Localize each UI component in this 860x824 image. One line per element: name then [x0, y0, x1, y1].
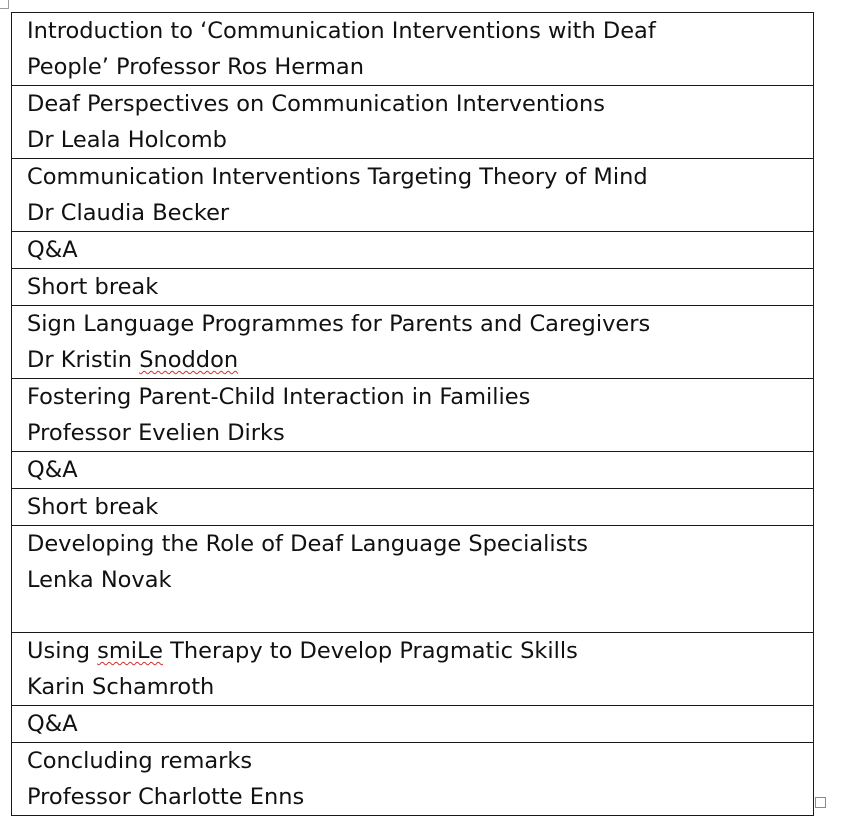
session-title: Fostering Parent-Child Interaction in Families	[27, 384, 531, 410]
session-title: Introduction to ‘Communication Interventions with Deaf	[27, 18, 656, 44]
table-cell[interactable]	[12, 13, 814, 86]
table-cell[interactable]	[12, 232, 814, 269]
session-speaker: People’ Professor Ros Herman	[27, 54, 364, 80]
title-suffix: Therapy to Develop Pragmatic Skills	[163, 638, 578, 664]
table-cell[interactable]	[12, 743, 814, 816]
table-row	[12, 706, 814, 743]
table-row	[12, 13, 814, 86]
table-cell[interactable]	[12, 489, 814, 526]
session-speaker: Lenka Novak	[27, 567, 172, 593]
table-move-handle[interactable]	[0, 0, 9, 9]
table-cell[interactable]	[12, 269, 814, 306]
table-row	[12, 306, 814, 379]
session-title: Developing the Role of Deaf Language Specialists	[27, 531, 588, 557]
session-title: Communication Interventions Targeting Theory of Mind	[27, 164, 648, 190]
session-speaker: Dr Leala Holcomb	[27, 127, 227, 153]
table-row	[12, 86, 814, 159]
table-cell[interactable]	[12, 633, 814, 706]
title-prefix: Using	[27, 638, 98, 664]
session-speaker: Karin Schamroth	[27, 674, 215, 700]
session-title: Short break	[27, 494, 159, 520]
table-cell[interactable]	[12, 452, 814, 489]
table-row	[12, 526, 814, 633]
spellcheck-flagged-word[interactable]: smiLe	[97, 638, 164, 664]
table-row	[12, 633, 814, 706]
table-cell[interactable]	[12, 526, 814, 633]
spellcheck-flagged-word[interactable]: Snoddon	[139, 347, 239, 373]
session-title: Q&A	[27, 237, 78, 263]
table-row	[12, 159, 814, 232]
session-speaker	[27, 342, 813, 378]
table-cell[interactable]	[12, 159, 814, 232]
table-row	[12, 452, 814, 489]
table-cell[interactable]	[12, 306, 814, 379]
session-title: Sign Language Programmes for Parents and Caregivers	[27, 311, 651, 337]
session-title: Concluding remarks	[27, 748, 253, 774]
table-cell[interactable]	[12, 86, 814, 159]
session-speaker: Dr Claudia Becker	[27, 200, 230, 226]
table-row	[12, 489, 814, 526]
table-row	[12, 232, 814, 269]
agenda-table	[11, 12, 814, 816]
table-cell[interactable]	[12, 706, 814, 743]
session-speaker: Professor Charlotte Enns	[27, 784, 305, 810]
table-resize-handle[interactable]	[815, 797, 826, 808]
session-title	[27, 633, 813, 669]
speaker-name-prefix: Dr Kristin	[27, 347, 140, 373]
table-row	[12, 269, 814, 306]
session-title: Q&A	[27, 711, 78, 737]
table-cell[interactable]	[12, 379, 814, 452]
session-speaker: Professor Evelien Dirks	[27, 420, 285, 446]
table-row	[12, 743, 814, 816]
session-title: Deaf Perspectives on Communication Interventions	[27, 91, 605, 117]
session-title: Short break	[27, 274, 159, 300]
session-title: Q&A	[27, 457, 78, 483]
table-row	[12, 379, 814, 452]
